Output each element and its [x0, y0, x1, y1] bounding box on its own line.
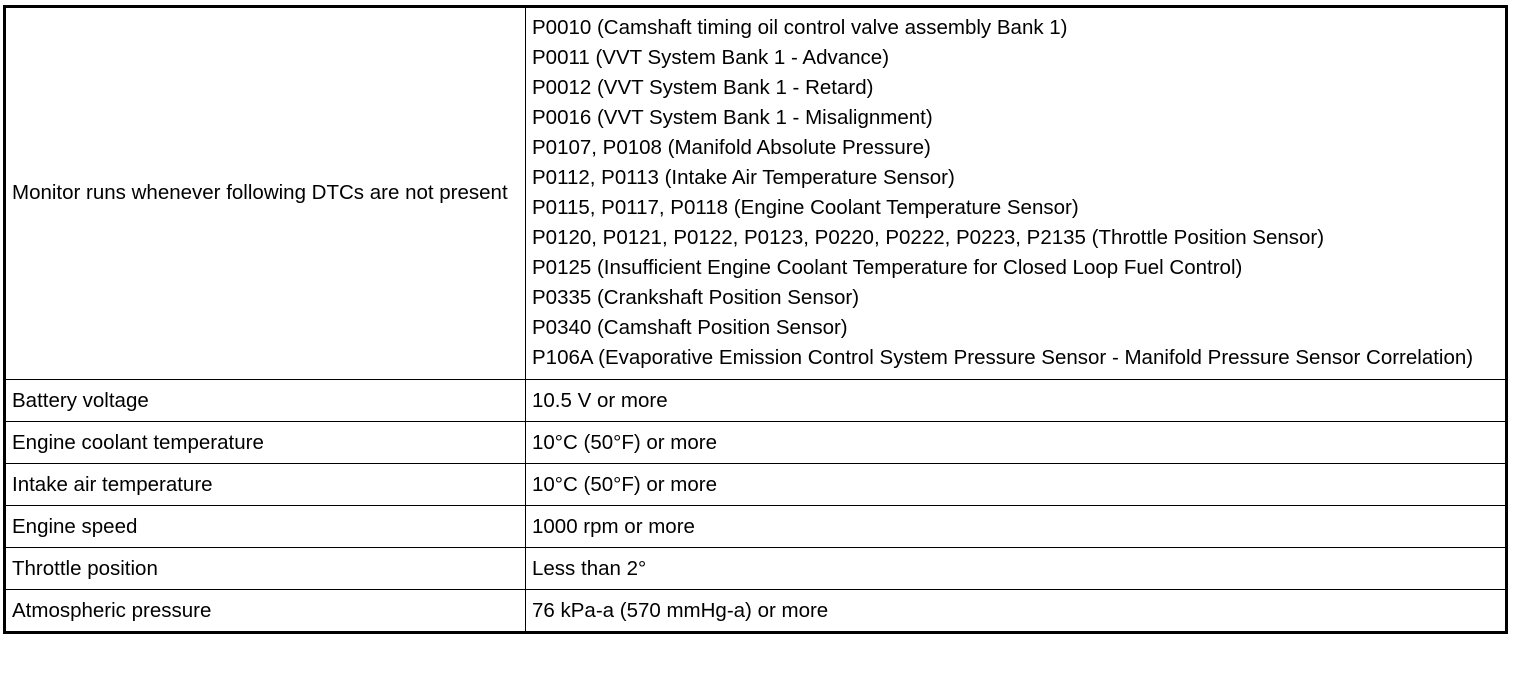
- dtc-item: P0125 (Insufficient Engine Coolant Temperature for Closed Loop Fuel Control): [532, 256, 1243, 279]
- table-row: [5, 422, 1507, 464]
- value-cell: Less than 2°: [526, 548, 1507, 590]
- condition-cell: Monitor runs whenever following DTCs are not present: [5, 7, 526, 380]
- value-cell: 10°C (50°F) or more: [526, 464, 1507, 506]
- dtc-item: P0107, P0108 (Manifold Absolute Pressure): [532, 136, 931, 159]
- condition-cell: Battery voltage: [5, 380, 526, 422]
- condition-cell: Intake air temperature: [5, 464, 526, 506]
- condition-cell: Engine coolant temperature: [5, 422, 526, 464]
- table-row: [5, 380, 1507, 422]
- dtc-item: P0112, P0113 (Intake Air Temperature Sensor): [532, 166, 955, 189]
- dtc-item: P0012 (VVT System Bank 1 - Retard): [532, 76, 874, 99]
- condition-cell: Throttle position: [5, 548, 526, 590]
- dtc-item: P0115, P0117, P0118 (Engine Coolant Temperature Sensor): [532, 196, 1079, 219]
- condition-cell: Atmospheric pressure: [5, 590, 526, 633]
- dtc-item: P0010 (Camshaft timing oil control valve assembly Bank 1): [532, 16, 1068, 39]
- conditions-table: [3, 5, 1508, 634]
- dtc-item: P0120, P0121, P0122, P0123, P0220, P0222, P0223, P2135 (Throttle Position Sensor): [532, 226, 1325, 249]
- dtc-item: P0011 (VVT System Bank 1 - Advance): [532, 46, 890, 69]
- table-row: [5, 548, 1507, 590]
- dtc-item: P0340 (Camshaft Position Sensor): [532, 316, 848, 339]
- value-cell: 10°C (50°F) or more: [526, 422, 1507, 464]
- dtc-item: P0335 (Crankshaft Position Sensor): [532, 286, 860, 309]
- table-row: [5, 590, 1507, 633]
- value-cell: 76 kPa-a (570 mmHg-a) or more: [526, 590, 1507, 633]
- value-cell: 1000 rpm or more: [526, 506, 1507, 548]
- dtc-item: P0016 (VVT System Bank 1 - Misalignment): [532, 106, 933, 129]
- table-row: [5, 464, 1507, 506]
- value-cell: 10.5 V or more: [526, 380, 1507, 422]
- value-cell: [526, 7, 1507, 380]
- table-row: [5, 506, 1507, 548]
- dtc-item: P106A (Evaporative Emission Control System Pressure Sensor - Manifold Pressure Sensor Correlation): [532, 346, 1474, 369]
- table-row: [5, 7, 1507, 380]
- condition-cell: Engine speed: [5, 506, 526, 548]
